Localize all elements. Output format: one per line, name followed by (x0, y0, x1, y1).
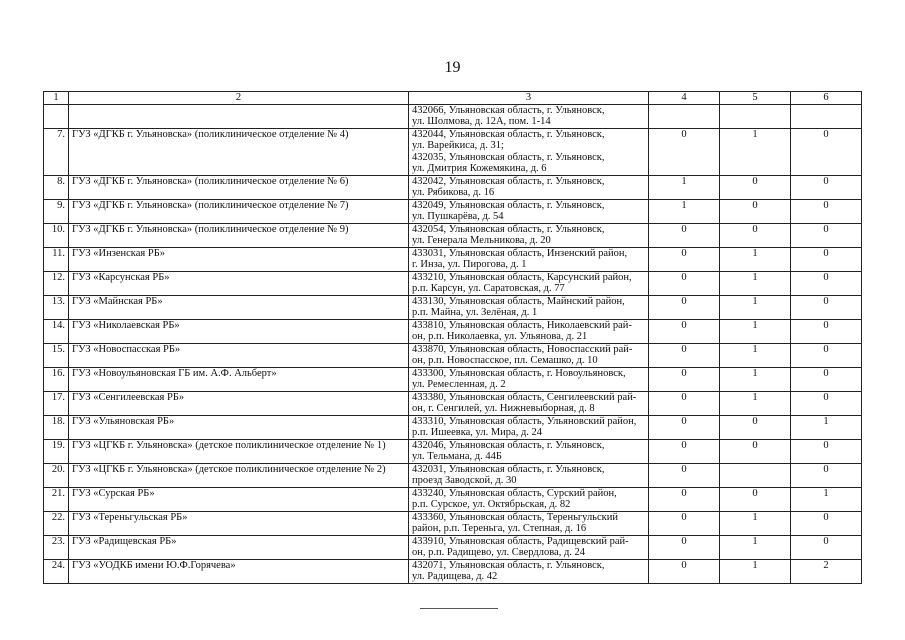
count-col-5: 1 (720, 343, 791, 367)
facility-name (69, 104, 409, 128)
row-number: 19. (44, 439, 69, 463)
address-line: проезд Заводской, д. 30 (412, 475, 517, 486)
column-header: 3 (409, 92, 649, 105)
count-col-5: 0 (720, 487, 791, 511)
facility-address (409, 199, 649, 223)
count-col-5: 1 (720, 511, 791, 535)
count-col-6: 0 (791, 128, 862, 175)
count-col-6: 0 (791, 175, 862, 199)
count-col-6: 0 (791, 295, 862, 319)
address-line: 433130, Ульяновская область, Майнский район, (412, 295, 625, 307)
count-col-6: 1 (791, 415, 862, 439)
address-line: р.п. Майна, ул. Зелёная, д. 1 (412, 307, 538, 318)
count-col-6: 0 (791, 463, 862, 487)
facility-name: ГУЗ «Новоульяновская ГБ им. А.Ф. Альберт» (69, 367, 409, 391)
count-col-5: 0 (720, 223, 791, 247)
facility-address (409, 559, 649, 583)
address-line: ул. Радищева, д. 42 (412, 571, 498, 582)
facility-address (409, 463, 649, 487)
count-col-6: 1 (791, 487, 862, 511)
facility-name: ГУЗ «ДГКБ г. Ульяновска» (поликлиническое отделение № 4) (69, 128, 409, 175)
address-line: 432044, Ульяновская область, г. Ульяновск, (412, 128, 605, 140)
count-col-6: 0 (791, 535, 862, 559)
address-line: район, р.п. Тереньга, ул. Степная, д. 16 (412, 523, 587, 534)
facility-address (409, 223, 649, 247)
address-line: 432071, Ульяновская область, г. Ульяновск, (412, 559, 605, 571)
count-col-4: 0 (649, 463, 720, 487)
table-row (44, 247, 862, 271)
count-col-4: 0 (649, 319, 720, 343)
row-number: 9. (44, 199, 69, 223)
table-row (44, 559, 862, 583)
count-col-4: 0 (649, 128, 720, 175)
row-number: 8. (44, 175, 69, 199)
address-line: 432042, Ульяновская область, г. Ульяновск, (412, 175, 605, 187)
count-col-6: 0 (791, 247, 862, 271)
address-line: 432035, Ульяновская область, г. Ульяновск, (412, 151, 605, 163)
address-line: 432049, Ульяновская область, г. Ульяновск, (412, 199, 605, 211)
address-line: 432066, Ульяновская область, г. Ульяновск, (412, 104, 605, 116)
column-header: 2 (69, 92, 409, 105)
table-row (44, 128, 862, 175)
table-row (44, 319, 862, 343)
address-line: ул. Дмитрия Кожемякина, д. 6 (412, 163, 547, 174)
facility-name: ГУЗ «ДГКБ г. Ульяновска» (поликлиническое отделение № 6) (69, 175, 409, 199)
count-col-5: 0 (720, 415, 791, 439)
table-row (44, 463, 862, 487)
row-number: 7. (44, 128, 69, 175)
count-col-4: 0 (649, 295, 720, 319)
address-line: 433810, Ульяновская область, Николаевский рай- (412, 319, 632, 331)
table-row (44, 104, 862, 128)
column-header: 1 (44, 92, 69, 105)
table-row (44, 295, 862, 319)
count-col-6: 2 (791, 559, 862, 583)
facility-name: ГУЗ «ДГКБ г. Ульяновска» (поликлиническое отделение № 7) (69, 199, 409, 223)
count-col-4: 0 (649, 223, 720, 247)
row-number: 17. (44, 391, 69, 415)
count-col-4: 0 (649, 535, 720, 559)
count-col-6 (791, 104, 862, 128)
count-col-4: 0 (649, 343, 720, 367)
address-line: 433360, Ульяновская область, Тереньгульский (412, 511, 618, 523)
facility-name: ГУЗ «Инзенская РБ» (69, 247, 409, 271)
count-col-6: 0 (791, 367, 862, 391)
facility-name: ГУЗ «Тереньгульская РБ» (69, 511, 409, 535)
count-col-5: 1 (720, 271, 791, 295)
count-col-4: 0 (649, 487, 720, 511)
facility-address (409, 415, 649, 439)
facility-address (409, 439, 649, 463)
facility-address (409, 391, 649, 415)
column-header: 4 (649, 92, 720, 105)
facility-address (409, 487, 649, 511)
facility-address (409, 511, 649, 535)
address-line: р.п. Ишеевка, ул. Мира, д. 24 (412, 427, 543, 438)
facility-name: ГУЗ «ЦГКБ г. Ульяновска» (детское поликлиническое отделение № 2) (69, 463, 409, 487)
row-number: 10. (44, 223, 69, 247)
facility-name: ГУЗ «Николаевская РБ» (69, 319, 409, 343)
row-number: 12. (44, 271, 69, 295)
row-number: 24. (44, 559, 69, 583)
row-number: 16. (44, 367, 69, 391)
count-col-6: 0 (791, 271, 862, 295)
facility-name: ГУЗ «Карсунская РБ» (69, 271, 409, 295)
address-line: он, р.п. Николаевка, ул. Ульянова, д. 21 (412, 331, 588, 342)
row-number: 21. (44, 487, 69, 511)
row-number (44, 104, 69, 128)
facility-name: ГУЗ «ЦГКБ г. Ульяновска» (детское поликлиническое отделение № 1) (69, 439, 409, 463)
count-col-6: 0 (791, 223, 862, 247)
facility-name: ГУЗ «Радищевская РБ» (69, 535, 409, 559)
table-row (44, 391, 862, 415)
count-col-4: 0 (649, 559, 720, 583)
count-col-4 (649, 104, 720, 128)
table-row (44, 199, 862, 223)
table-row (44, 535, 862, 559)
count-col-6: 0 (791, 199, 862, 223)
table-header-row (44, 92, 862, 105)
facility-address (409, 104, 649, 128)
count-col-5: 1 (720, 295, 791, 319)
facility-name: ГУЗ «Ульяновская РБ» (69, 415, 409, 439)
address-line: он, р.п. Новоспасское, пл. Семашко, д. 10 (412, 355, 598, 366)
facility-address (409, 295, 649, 319)
page-number: 19 (444, 59, 461, 76)
table-row (44, 367, 862, 391)
count-col-6: 0 (791, 511, 862, 535)
row-number: 20. (44, 463, 69, 487)
row-number: 15. (44, 343, 69, 367)
facility-address (409, 128, 649, 175)
count-col-5: 1 (720, 367, 791, 391)
count-col-5: 0 (720, 439, 791, 463)
count-col-4: 1 (649, 199, 720, 223)
table-row (44, 343, 862, 367)
facility-address (409, 175, 649, 199)
address-line: 433031, Ульяновская область, Инзенский район, (412, 247, 628, 259)
address-line: ул. Ремесленная, д. 2 (412, 379, 506, 390)
address-line: ул. Тельмана, д. 44Б (412, 451, 502, 462)
column-header: 6 (791, 92, 862, 105)
address-line: ул. Варейкиса, д. 31; (412, 140, 504, 151)
row-number: 18. (44, 415, 69, 439)
count-col-6: 0 (791, 439, 862, 463)
address-line: 433910, Ульяновская область, Радищевский рай- (412, 535, 629, 547)
row-number: 11. (44, 247, 69, 271)
address-line: 433210, Ульяновская область, Карсунский район, (412, 271, 632, 283)
count-col-5: 1 (720, 391, 791, 415)
table-row (44, 415, 862, 439)
facility-address (409, 535, 649, 559)
count-col-4: 0 (649, 439, 720, 463)
count-col-4: 0 (649, 511, 720, 535)
table-row (44, 175, 862, 199)
count-col-5 (720, 463, 791, 487)
address-line: ул. Рябикова, д. 16 (412, 187, 495, 198)
facility-address (409, 367, 649, 391)
row-number: 14. (44, 319, 69, 343)
facility-name: ГУЗ «УОДКБ имени Ю.Ф.Горячева» (69, 559, 409, 583)
count-col-6: 0 (791, 343, 862, 367)
facilities-table (43, 91, 862, 584)
address-line: 433380, Ульяновская область, Сенгилеевский рай- (412, 391, 637, 403)
address-line: 433310, Ульяновская область, Ульяновский район, (412, 415, 637, 427)
count-col-4: 0 (649, 415, 720, 439)
count-col-4: 1 (649, 175, 720, 199)
address-line: р.п. Карсун, ул. Саратовская, д. 77 (412, 283, 565, 294)
address-line: 432046, Ульяновская область, г. Ульяновск, (412, 439, 605, 451)
count-col-5 (720, 104, 791, 128)
row-number: 22. (44, 511, 69, 535)
column-header: 5 (720, 92, 791, 105)
count-col-5: 0 (720, 175, 791, 199)
footer-divider (420, 608, 498, 609)
table-row (44, 487, 862, 511)
address-line: он, г. Сенгилей, ул. Нижневыборная, д. 8 (412, 403, 595, 414)
count-col-4: 0 (649, 367, 720, 391)
count-col-4: 0 (649, 391, 720, 415)
table-row (44, 439, 862, 463)
count-col-5: 0 (720, 199, 791, 223)
count-col-5: 1 (720, 535, 791, 559)
address-line: р.п. Сурское, ул. Октябрьская, д. 82 (412, 499, 571, 510)
facility-name: ГУЗ «Сенгилеевская РБ» (69, 391, 409, 415)
facility-address (409, 343, 649, 367)
count-col-5: 1 (720, 128, 791, 175)
table-row (44, 511, 862, 535)
address-line: он, р.п. Радищево, ул. Свердлова, д. 24 (412, 547, 586, 558)
address-line: ул. Генерала Мельникова, д. 20 (412, 235, 551, 246)
address-line: г. Инза, ул. Пирогова, д. 1 (412, 259, 527, 270)
address-line: ул. Пушкарёва, д. 54 (412, 211, 504, 222)
address-line: 432054, Ульяновская область, г. Ульяновск, (412, 223, 605, 235)
address-line: 433870, Ульяновская область, Новоспасский рай- (412, 343, 633, 355)
count-col-4: 0 (649, 271, 720, 295)
count-col-6: 0 (791, 391, 862, 415)
facility-name: ГУЗ «ДГКБ г. Ульяновска» (поликлиническое отделение № 9) (69, 223, 409, 247)
address-line: ул. Шолмова, д. 12А, пом. 1-14 (412, 116, 551, 127)
address-line: 432031, Ульяновская область, г. Ульяновск, (412, 463, 605, 475)
count-col-5: 1 (720, 559, 791, 583)
facility-name: ГУЗ «Майнская РБ» (69, 295, 409, 319)
count-col-5: 1 (720, 247, 791, 271)
address-line: 433240, Ульяновская область, Сурский район, (412, 487, 617, 499)
row-number: 13. (44, 295, 69, 319)
facility-address (409, 247, 649, 271)
count-col-4: 0 (649, 247, 720, 271)
facility-address (409, 271, 649, 295)
table-row (44, 271, 862, 295)
facility-name: ГУЗ «Новоспасская РБ» (69, 343, 409, 367)
count-col-6: 0 (791, 319, 862, 343)
row-number: 23. (44, 535, 69, 559)
address-line: 433300, Ульяновская область, г. Новоульяновск, (412, 367, 626, 379)
facility-address (409, 319, 649, 343)
facility-name: ГУЗ «Сурская РБ» (69, 487, 409, 511)
count-col-5: 1 (720, 319, 791, 343)
table-row (44, 223, 862, 247)
